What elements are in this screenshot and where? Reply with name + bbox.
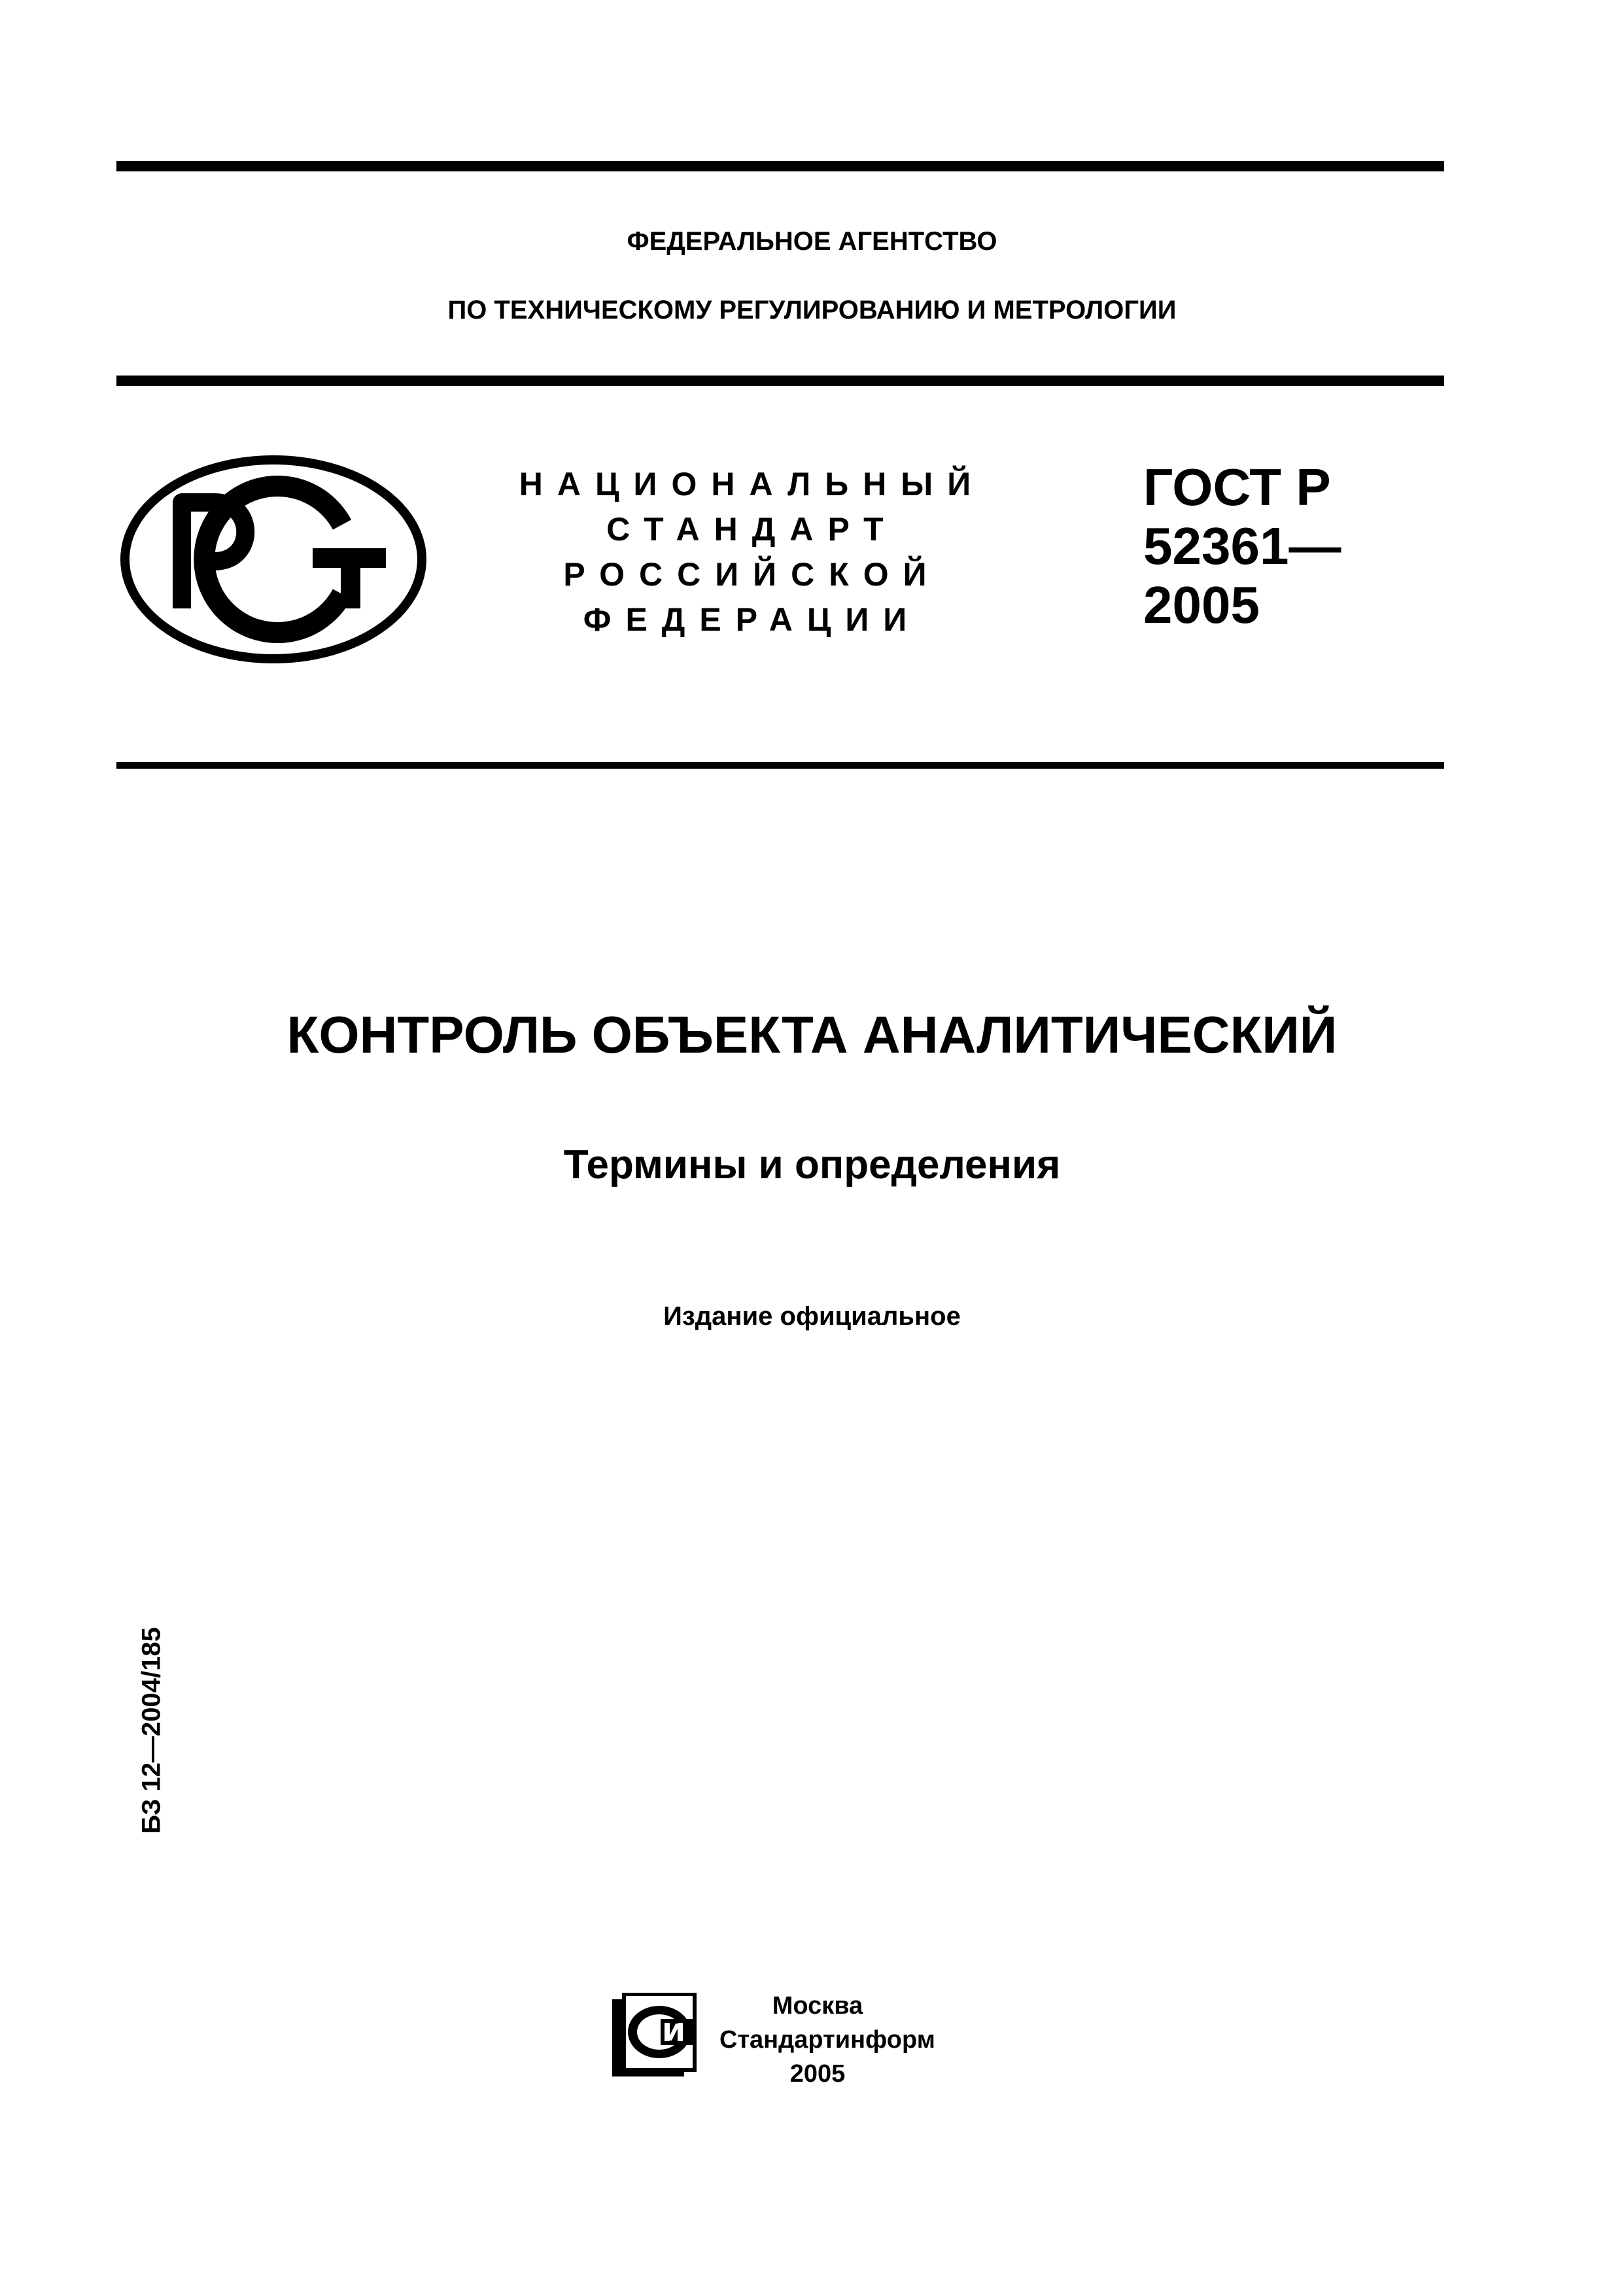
national-standard-line-2: СТАНДАРТ (606, 511, 898, 548)
document-title: КОНТРОЛЬ ОБЪЕКТА АНАЛИТИЧЕСКИЙ (286, 1006, 1338, 1064)
publisher-name: Стандартинформ (719, 2026, 935, 2054)
header-rule (116, 376, 1444, 386)
designation-line-1: ГОСТ Р (1143, 458, 1331, 516)
national-standard-block (497, 462, 1007, 642)
designation-line-3: 2005 (1143, 576, 1260, 634)
designation-line-2: 52361— (1143, 517, 1341, 575)
standartinform-logo-icon (610, 1993, 708, 2081)
edition-note: Издание официальное (663, 1302, 961, 1331)
publisher-city: Москва (772, 1992, 863, 2020)
publisher-year: 2005 (789, 2060, 846, 2088)
national-standard-line-1: НАЦИОНАЛЬНЫЙ (519, 466, 986, 502)
catalog-code: БЗ 12—2004/185 (137, 1627, 166, 1834)
national-standard-line-3: РОССИЙСКОЙ (563, 556, 941, 593)
gost-r-rst-emblem-icon (116, 451, 430, 667)
section-rule (116, 762, 1444, 769)
standard-designation (1143, 458, 1341, 635)
agency-line-1: ФЕДЕРАЛЬНОЕ АГЕНТСТВО (627, 227, 997, 256)
agency-line-2: ПО ТЕХНИЧЕСКОМУ РЕГУЛИРОВАНИЮ И МЕТРОЛОГИИ (447, 296, 1177, 324)
national-standard-line-4: ФЕДЕРАЦИИ (583, 601, 922, 638)
publisher-block (719, 1989, 935, 2091)
document-subtitle: Термины и определения (563, 1142, 1061, 1187)
top-rule (116, 161, 1444, 171)
